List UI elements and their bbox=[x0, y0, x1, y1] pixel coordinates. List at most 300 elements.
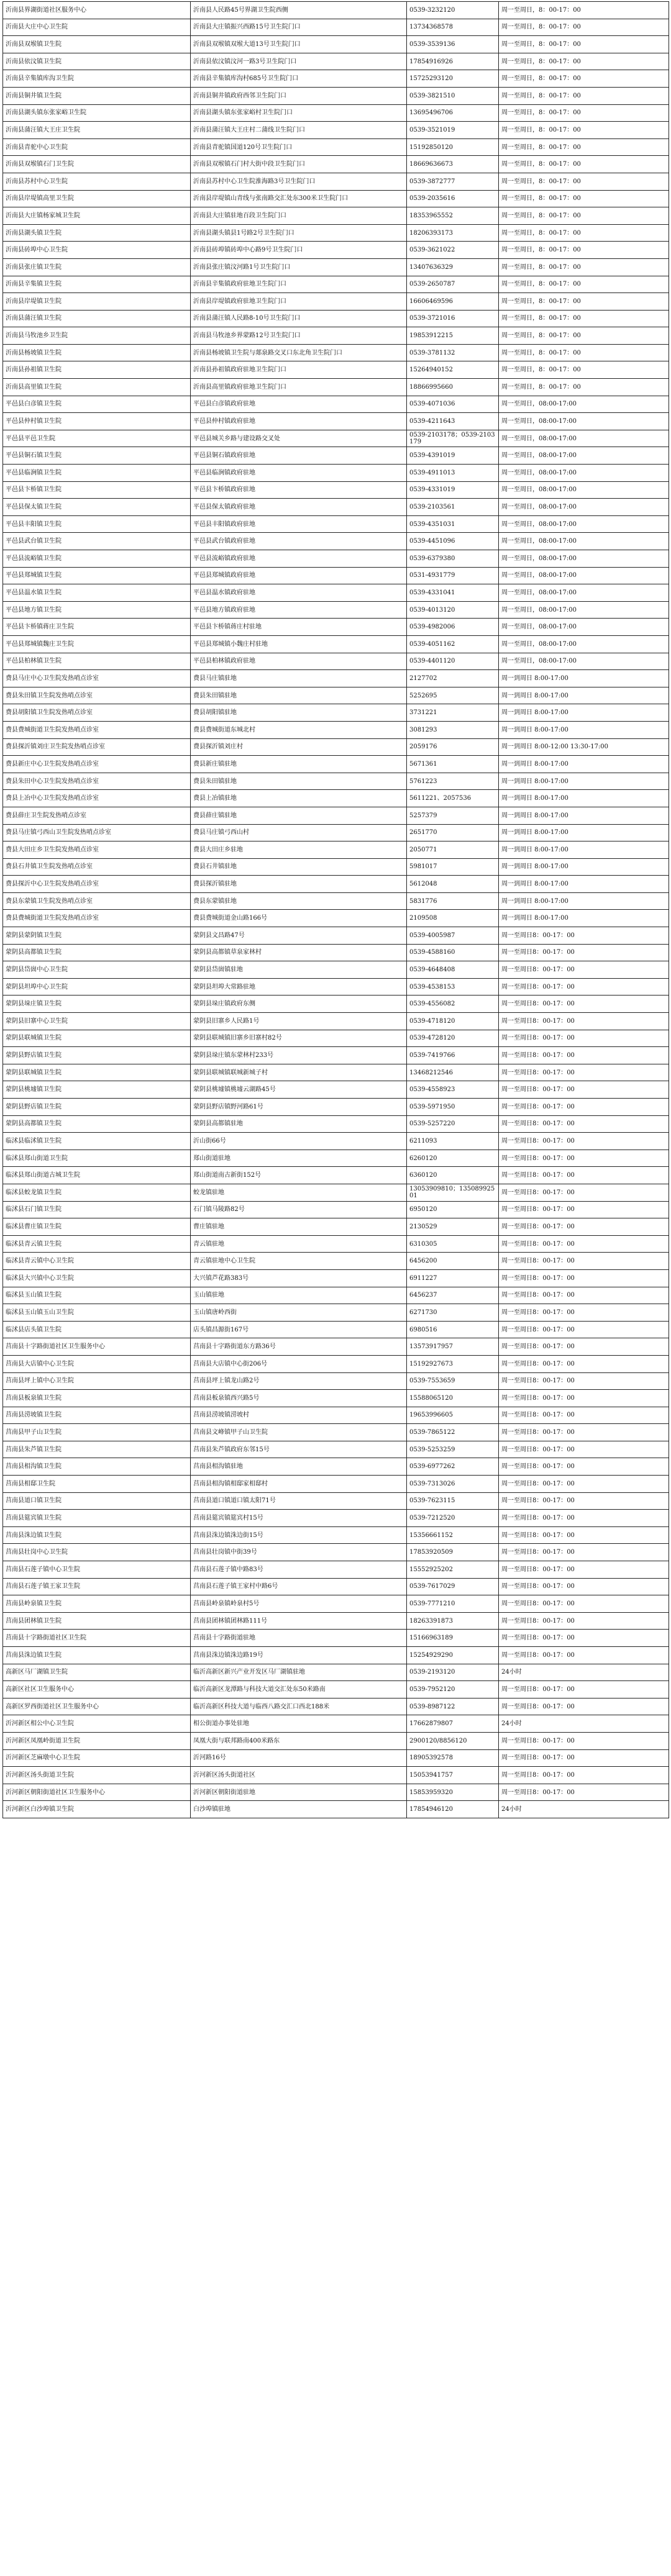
clinic-name-cell: 莒南县石莲子镇中心卫生院 bbox=[3, 1561, 191, 1579]
clinic-hours-cell: 周一至周日，8：00-17：00 bbox=[499, 156, 669, 173]
clinic-table-body bbox=[3, 2, 669, 1818]
table-row bbox=[3, 104, 669, 122]
clinic-phone-cell: 0539-4013120 bbox=[407, 601, 499, 619]
clinic-phone-cell: 5612048 bbox=[407, 876, 499, 893]
clinic-name-cell: 临沭县店头镇卫生院 bbox=[3, 1321, 191, 1338]
clinic-phone-cell: 0539-4351031 bbox=[407, 515, 499, 533]
clinic-name-cell: 沂南县孙祖镇卫生院 bbox=[3, 361, 191, 379]
clinic-address-cell: 白沙埠镇驻地 bbox=[191, 1801, 407, 1818]
table-row bbox=[3, 327, 669, 345]
clinic-phone-cell: 18669636673 bbox=[407, 156, 499, 173]
clinic-phone-cell: 3081293 bbox=[407, 721, 499, 738]
table-row bbox=[3, 635, 669, 653]
clinic-address-cell: 沂南县依汶镇汶河一路3号卫生院门口 bbox=[191, 53, 407, 70]
clinic-name-cell: 沂南县高里镇卫生院 bbox=[3, 379, 191, 396]
table-row bbox=[3, 1784, 669, 1801]
clinic-address-cell: 费县朱田镇驻地 bbox=[191, 687, 407, 704]
clinic-address-cell: 沂南县砖埠镇砖埠中心路9号卫生院门口 bbox=[191, 242, 407, 259]
clinic-hours-cell: 周一至周日8：00-17：00 bbox=[499, 1390, 669, 1407]
table-row bbox=[3, 824, 669, 841]
clinic-name-cell: 费县马庄中心卫生院发热哨点诊室 bbox=[3, 670, 191, 687]
clinic-phone-cell: 0539-6977262 bbox=[407, 1458, 499, 1476]
table-row bbox=[3, 430, 669, 447]
clinic-address-cell: 玉山镇唐岭西街 bbox=[191, 1304, 407, 1322]
clinic-name-cell: 沂河新区芝麻墩中心卫生院 bbox=[3, 1749, 191, 1767]
clinic-name-cell: 沂南县苏村中心卫生院 bbox=[3, 173, 191, 190]
clinic-hours-cell: 周一至周日8：00-17：00 bbox=[499, 1526, 669, 1544]
table-row bbox=[3, 379, 669, 396]
clinic-phone-cell: 6211093 bbox=[407, 1133, 499, 1150]
clinic-phone-cell: 5611221、2057536 bbox=[407, 790, 499, 807]
clinic-name-cell: 平邑县临涧镇卫生院 bbox=[3, 465, 191, 482]
clinic-name-cell: 平邑县郑城镇卫生院 bbox=[3, 567, 191, 584]
clinic-hours-cell: 周一至周日8：00-17：00 bbox=[499, 1407, 669, 1424]
table-row bbox=[3, 499, 669, 516]
clinic-hours-cell: 周一至周日8：00-17：00 bbox=[499, 1355, 669, 1372]
table-row bbox=[3, 1269, 669, 1287]
clinic-name-cell: 临沭县临沭镇卫生院 bbox=[3, 1133, 191, 1150]
clinic-phone-cell: 0539-7623115 bbox=[407, 1492, 499, 1510]
table-row bbox=[3, 687, 669, 704]
table-row bbox=[3, 790, 669, 807]
clinic-hours-cell: 周一至周日，08:00-17:00 bbox=[499, 430, 669, 447]
clinic-name-cell: 莒南县涝坡镇卫生院 bbox=[3, 1407, 191, 1424]
clinic-hours-cell: 周一至周日8：00-17：00 bbox=[499, 1064, 669, 1081]
clinic-address-cell: 凤凰大街与联邦路南400米路东 bbox=[191, 1732, 407, 1749]
clinic-address-cell: 莒南县石莲子镇王家村中路6号 bbox=[191, 1578, 407, 1595]
table-row bbox=[3, 601, 669, 619]
table-row bbox=[3, 1492, 669, 1510]
clinic-address-cell: 蒙阴县文昌路47号 bbox=[191, 927, 407, 945]
table-row bbox=[3, 550, 669, 568]
clinic-hours-cell: 周一到周日 8:00-12:00 13:30-17:00 bbox=[499, 738, 669, 756]
clinic-address-cell: 平邑县白彦镇政府驻地 bbox=[191, 396, 407, 413]
clinic-address-cell: 沂南县马牧池乡界蒙路12号卫生院门口 bbox=[191, 327, 407, 345]
clinic-name-cell: 沂南县马牧池乡卫生院 bbox=[3, 327, 191, 345]
table-row bbox=[3, 910, 669, 927]
clinic-name-cell: 莒南县洙边镇卫生院 bbox=[3, 1647, 191, 1664]
clinic-name-cell: 莒南县团林镇卫生院 bbox=[3, 1612, 191, 1630]
clinic-hours-cell: 周一至周日8：00-17：00 bbox=[499, 1047, 669, 1064]
clinic-name-cell: 莒南县壮岗中心卫生院 bbox=[3, 1544, 191, 1561]
clinic-phone-cell: 6950120 bbox=[407, 1201, 499, 1218]
clinic-phone-cell: 0539-4911013 bbox=[407, 465, 499, 482]
clinic-name-cell: 沂南县依汶镇卫生院 bbox=[3, 53, 191, 70]
clinic-phone-cell: 0539-6379380 bbox=[407, 550, 499, 568]
clinic-address-cell: 蒙阴县联城镇旧寨乡旧寨村82号 bbox=[191, 1030, 407, 1047]
table-row bbox=[3, 276, 669, 293]
clinic-hours-cell: 周一至周日，8：00-17：00 bbox=[499, 70, 669, 88]
clinic-hours-cell: 周一至周日8：00-17：00 bbox=[499, 1630, 669, 1647]
clinic-name-cell: 临沭县大兴镇中心卫生院 bbox=[3, 1269, 191, 1287]
table-row bbox=[3, 1235, 669, 1253]
clinic-name-cell: 蒙阴县高都镇卫生院 bbox=[3, 1115, 191, 1133]
clinic-hours-cell: 周一至周日8：00-17：00 bbox=[499, 1287, 669, 1304]
clinic-name-cell: 蒙阴县野店镇卫生院 bbox=[3, 1047, 191, 1064]
clinic-hours-cell: 周一至周日，8：00-17：00 bbox=[499, 207, 669, 225]
clinic-hours-cell: 周一至周日8：00-17：00 bbox=[499, 1561, 669, 1579]
clinic-phone-cell: 0539-4718120 bbox=[407, 1013, 499, 1030]
clinic-address-cell: 莒南县团林镇团林路111号 bbox=[191, 1612, 407, 1630]
clinic-address-cell: 沂南县辛集镇库沟村685号卫生院门口 bbox=[191, 70, 407, 88]
clinic-hours-cell: 周一到周日 8:00-17:00 bbox=[499, 824, 669, 841]
clinic-address-cell: 蛟龙镇驻地 bbox=[191, 1184, 407, 1201]
clinic-name-cell: 平邑县铜石镇卫生院 bbox=[3, 447, 191, 465]
clinic-name-cell: 莒南县石莲子镇王家卫生院 bbox=[3, 1578, 191, 1595]
clinic-phone-cell: 0539-7771210 bbox=[407, 1595, 499, 1613]
table-row bbox=[3, 413, 669, 430]
table-row bbox=[3, 1510, 669, 1527]
table-row bbox=[3, 156, 669, 173]
clinic-hours-cell: 周一至周日，08:00-17:00 bbox=[499, 584, 669, 602]
clinic-phone-cell: 17662879807 bbox=[407, 1715, 499, 1733]
clinic-name-cell: 平邑县地方镇卫生院 bbox=[3, 601, 191, 619]
clinic-name-cell: 费县东蒙镇卫生院发热哨点诊室 bbox=[3, 892, 191, 910]
clinic-phone-cell: 3731221 bbox=[407, 704, 499, 722]
clinic-hours-cell: 周一至周日8：00-17：00 bbox=[499, 1784, 669, 1801]
clinic-address-cell: 费县上冶镇驻地 bbox=[191, 790, 407, 807]
clinic-name-cell: 沂南县青驼中心卫生院 bbox=[3, 138, 191, 156]
clinic-name-cell: 高新区罗西街道社区卫生服务中心 bbox=[3, 1698, 191, 1715]
clinic-name-cell: 临沭县石门镇卫生院 bbox=[3, 1201, 191, 1218]
table-row bbox=[3, 173, 669, 190]
clinic-hours-cell: 周一至周日8：00-17：00 bbox=[499, 1424, 669, 1441]
clinic-hours-cell: 周一到周日 8:00-17:00 bbox=[499, 721, 669, 738]
clinic-name-cell: 沂南县湖头镇东张家峪卫生院 bbox=[3, 104, 191, 122]
clinic-name-cell: 沂南县大庄中心卫生院 bbox=[3, 19, 191, 36]
clinic-name-cell: 费县费城街道卫生院发热哨点诊室 bbox=[3, 910, 191, 927]
clinic-hours-cell: 周一至周日8：00-17：00 bbox=[499, 1372, 669, 1390]
table-row bbox=[3, 858, 669, 876]
clinic-name-cell: 沂南县湖头镇卫生院 bbox=[3, 224, 191, 242]
clinic-hours-cell: 周一至周日，8：00-17：00 bbox=[499, 293, 669, 311]
table-row bbox=[3, 1321, 669, 1338]
table-row bbox=[3, 892, 669, 910]
clinic-phone-cell: 0539-4331041 bbox=[407, 584, 499, 602]
clinic-address-cell: 沂南县人民路45号界湖卫生院西侧 bbox=[191, 2, 407, 19]
clinic-hours-cell: 周一至周日，08:00-17:00 bbox=[499, 601, 669, 619]
clinic-address-cell: 费县费城街道东城北村 bbox=[191, 721, 407, 738]
clinic-name-cell: 临沭县青云镇中心卫生院 bbox=[3, 1253, 191, 1270]
clinic-hours-cell: 周一至周日8：00-17：00 bbox=[499, 1150, 669, 1167]
table-row bbox=[3, 1561, 669, 1579]
clinic-phone-cell: 0539-7617029 bbox=[407, 1578, 499, 1595]
table-row bbox=[3, 1681, 669, 1698]
clinic-address-cell: 费县探沂镇刘庄村 bbox=[191, 738, 407, 756]
clinic-name-cell: 沂南县铜井镇卫生院 bbox=[3, 87, 191, 104]
clinic-address-cell: 蒙阴县岱崮镇驻地 bbox=[191, 961, 407, 979]
clinic-phone-cell: 2130529 bbox=[407, 1218, 499, 1236]
clinic-name-cell: 费县大田庄乡卫生院发热哨点诊室 bbox=[3, 841, 191, 859]
clinic-phone-cell: 0539-3539136 bbox=[407, 36, 499, 53]
clinic-phone-cell: 0539-2193120 bbox=[407, 1664, 499, 1681]
clinic-hours-cell: 周一到周日 8:00-17:00 bbox=[499, 807, 669, 824]
clinic-name-cell: 平邑县卞桥镇蒋庄卫生院 bbox=[3, 619, 191, 636]
table-row bbox=[3, 533, 669, 550]
clinic-phone-cell: 15356661152 bbox=[407, 1526, 499, 1544]
clinic-address-cell: 莒南县大店镇中心街206号 bbox=[191, 1355, 407, 1372]
clinic-name-cell: 沂南县岸堤镇卫生院 bbox=[3, 293, 191, 311]
clinic-address-cell: 郑山街道驻地 bbox=[191, 1150, 407, 1167]
clinic-hours-cell: 周一至周日，8：00-17：00 bbox=[499, 190, 669, 207]
clinic-name-cell: 莒南县岭泉镇卫生院 bbox=[3, 1595, 191, 1613]
clinic-address-cell: 蒙阴县旧寨乡人民路1号 bbox=[191, 1013, 407, 1030]
clinic-hours-cell: 周一至周日8：00-17：00 bbox=[499, 1681, 669, 1698]
clinic-phone-cell: 2109508 bbox=[407, 910, 499, 927]
clinic-phone-cell: 0539-4005987 bbox=[407, 927, 499, 945]
clinic-hours-cell: 周一至周日，8：00-17：00 bbox=[499, 310, 669, 327]
clinic-phone-cell: 6310305 bbox=[407, 1235, 499, 1253]
clinic-phone-cell: 13053909810；13508992501 bbox=[407, 1184, 499, 1201]
table-row bbox=[3, 258, 669, 276]
clinic-address-cell: 费县大田庄乡驻地 bbox=[191, 841, 407, 859]
table-row bbox=[3, 87, 669, 104]
clinic-phone-cell: 0539-2035616 bbox=[407, 190, 499, 207]
clinic-phone-cell: 19853912215 bbox=[407, 327, 499, 345]
clinic-name-cell: 高新区社区卫生服务中心 bbox=[3, 1681, 191, 1698]
clinic-hours-cell: 周一至周日8：00-17：00 bbox=[499, 1099, 669, 1116]
clinic-hours-cell: 周一至周日8：00-17：00 bbox=[499, 944, 669, 961]
clinic-phone-cell: 0539-4728120 bbox=[407, 1030, 499, 1047]
clinic-hours-cell: 周一至周日8：00-17：00 bbox=[499, 927, 669, 945]
table-row bbox=[3, 1133, 669, 1150]
clinic-phone-cell: 0539-7952120 bbox=[407, 1681, 499, 1698]
clinic-address-cell: 莒南县岭泉镇岭泉村5号 bbox=[191, 1595, 407, 1613]
clinic-phone-cell: 13734368578 bbox=[407, 19, 499, 36]
clinic-address-cell: 费县胡阳镇驻地 bbox=[191, 704, 407, 722]
table-row bbox=[3, 1372, 669, 1390]
clinic-hours-cell: 周一至周日8：00-17：00 bbox=[499, 1235, 669, 1253]
clinic-hours-cell: 周一至周日8：00-17：00 bbox=[499, 1304, 669, 1322]
clinic-address-cell: 莒南县道口镇道口镇太阳71号 bbox=[191, 1492, 407, 1510]
clinic-name-cell: 沂南县岸堤镇高里卫生院 bbox=[3, 190, 191, 207]
clinic-address-cell: 费县马庄镇驻地 bbox=[191, 670, 407, 687]
table-row bbox=[3, 841, 669, 859]
clinic-phone-cell: 0539-3232120 bbox=[407, 2, 499, 19]
clinic-phone-cell: 2059176 bbox=[407, 738, 499, 756]
clinic-phone-cell: 0539-4331019 bbox=[407, 481, 499, 499]
clinic-name-cell: 蒙阴县蒙阴镇卫生院 bbox=[3, 927, 191, 945]
clinic-name-cell: 莒南县洙边镇卫生院 bbox=[3, 1526, 191, 1544]
clinic-hours-cell: 周一至周日8：00-17：00 bbox=[499, 1253, 669, 1270]
clinic-hours-cell: 周一至周日，8：00-17：00 bbox=[499, 327, 669, 345]
clinic-address-cell: 沂南县蒲汪镇人民路8-10号卫生院门口 bbox=[191, 310, 407, 327]
clinic-phone-cell: 0539-4451096 bbox=[407, 533, 499, 550]
clinic-address-cell: 沂南县大庄镇振兴西路15号卫生院门口 bbox=[191, 19, 407, 36]
clinic-hours-cell: 周一至周日，08:00-17:00 bbox=[499, 550, 669, 568]
clinic-hours-cell: 周一至周日8：00-17：00 bbox=[499, 995, 669, 1013]
clinic-phone-cell: 2127702 bbox=[407, 670, 499, 687]
clinic-address-cell: 费县费城街道金山路166号 bbox=[191, 910, 407, 927]
clinic-address-cell: 平邑县郑城镇政府驻地 bbox=[191, 567, 407, 584]
clinic-hours-cell: 周一至周日，8：00-17：00 bbox=[499, 361, 669, 379]
table-row bbox=[3, 1047, 669, 1064]
clinic-name-cell: 临沭县郑山街道卫生院 bbox=[3, 1150, 191, 1167]
clinic-phone-cell: 15166963189 bbox=[407, 1630, 499, 1647]
table-row bbox=[3, 310, 669, 327]
clinic-phone-cell: 6911227 bbox=[407, 1269, 499, 1287]
table-row bbox=[3, 807, 669, 824]
table-row bbox=[3, 1115, 669, 1133]
clinic-name-cell: 沂南县蒲汪镇大王庄卫生院 bbox=[3, 122, 191, 139]
clinic-phone-cell: 18905392578 bbox=[407, 1749, 499, 1767]
clinic-hours-cell: 周一至周日8：00-17：00 bbox=[499, 1013, 669, 1030]
clinic-name-cell: 沂南县双堠镇石门卫生院 bbox=[3, 156, 191, 173]
clinic-address-cell: 蒙阴县坦埠大常路驻地 bbox=[191, 978, 407, 995]
clinic-hours-cell: 周一至周日8：00-17：00 bbox=[499, 1081, 669, 1099]
clinic-hours-cell: 周一至周日，8：00-17：00 bbox=[499, 87, 669, 104]
clinic-address-cell: 沂河路16号 bbox=[191, 1749, 407, 1767]
clinic-hours-cell: 周一至周日，8：00-17：00 bbox=[499, 36, 669, 53]
clinic-address-cell: 费县薛庄镇驻地 bbox=[191, 807, 407, 824]
clinic-name-cell: 莒南县朱芦镇卫生院 bbox=[3, 1441, 191, 1458]
table-row bbox=[3, 1698, 669, 1715]
clinic-address-cell: 莒南县十字路街道驻地 bbox=[191, 1630, 407, 1647]
table-row bbox=[3, 1030, 669, 1047]
clinic-phone-cell: 15192927673 bbox=[407, 1355, 499, 1372]
clinic-hours-cell: 周一至周日，08:00-17:00 bbox=[499, 635, 669, 653]
clinic-name-cell: 莒南县大店镇中心卫生院 bbox=[3, 1355, 191, 1372]
clinic-phone-cell: 6260120 bbox=[407, 1150, 499, 1167]
clinic-phone-cell: 0539-4391019 bbox=[407, 447, 499, 465]
clinic-hours-cell: 周一至周日8：00-17：00 bbox=[499, 1647, 669, 1664]
clinic-hours-cell: 周一至周日，08:00-17:00 bbox=[499, 653, 669, 670]
clinic-phone-cell: 0539-4071036 bbox=[407, 396, 499, 413]
clinic-address-cell: 沂南县张庄镇汶河路1号卫生院门口 bbox=[191, 258, 407, 276]
clinic-phone-cell: 0539-3821510 bbox=[407, 87, 499, 104]
clinic-name-cell: 平邑县武台镇卫生院 bbox=[3, 533, 191, 550]
clinic-address-cell: 平邑县城关乡路与建设路交叉处 bbox=[191, 430, 407, 447]
clinic-address-cell: 平邑县郑城镇小魏庄村驻地 bbox=[191, 635, 407, 653]
clinic-phone-cell: 0539-4401120 bbox=[407, 653, 499, 670]
clinic-address-cell: 平邑县卞桥镇蒋庄村驻地 bbox=[191, 619, 407, 636]
table-row bbox=[3, 70, 669, 88]
clinic-address-cell: 沂河新区朝阳街道驻地 bbox=[191, 1784, 407, 1801]
clinic-address-cell: 莒南县壮岗镇中街39号 bbox=[191, 1544, 407, 1561]
clinic-address-cell: 莒南县朱芦镇政府东邻15号 bbox=[191, 1441, 407, 1458]
clinic-hours-cell: 周一至周日8：00-17：00 bbox=[499, 1698, 669, 1715]
table-row bbox=[3, 1167, 669, 1184]
clinic-hours-cell: 周一到周日 8:00-17:00 bbox=[499, 892, 669, 910]
clinic-address-cell: 莒南县文峰镇甲子山卫生院 bbox=[191, 1424, 407, 1441]
table-row bbox=[3, 738, 669, 756]
clinic-hours-cell: 24小时 bbox=[499, 1801, 669, 1818]
clinic-phone-cell: 0539-4538153 bbox=[407, 978, 499, 995]
clinic-phone-cell: 5671361 bbox=[407, 756, 499, 773]
clinic-hours-cell: 周一到周日 8:00-17:00 bbox=[499, 756, 669, 773]
clinic-hours-cell: 周一至周日，8：00-17：00 bbox=[499, 19, 669, 36]
clinic-address-cell: 莒南县坪上镇龙山路2号 bbox=[191, 1372, 407, 1390]
clinic-address-cell: 沂南县岸堤镇山青线与张南路交汇处东300米卫生院门口 bbox=[191, 190, 407, 207]
clinic-name-cell: 沂南县界湖街道社区服务中心 bbox=[3, 2, 191, 19]
clinic-phone-cell: 17853920509 bbox=[407, 1544, 499, 1561]
clinic-address-cell: 平邑县流峪镇政府驻地 bbox=[191, 550, 407, 568]
clinic-hours-cell: 周一至周日8：00-17：00 bbox=[499, 1201, 669, 1218]
clinic-phone-cell: 0539-5971950 bbox=[407, 1099, 499, 1116]
clinic-hours-cell: 周一至周日8：00-17：00 bbox=[499, 1458, 669, 1476]
clinic-name-cell: 高新区马厂湖镇卫生院 bbox=[3, 1664, 191, 1681]
clinic-name-cell: 临沭县玉山镇玉山卫生院 bbox=[3, 1304, 191, 1322]
clinic-phone-cell: 0539-2650787 bbox=[407, 276, 499, 293]
table-row bbox=[3, 653, 669, 670]
clinic-hours-cell: 周一到周日 8:00-17:00 bbox=[499, 841, 669, 859]
clinic-name-cell: 蒙阴县桃墟镇卫生院 bbox=[3, 1081, 191, 1099]
clinic-name-cell: 沂南县张庄镇卫生院 bbox=[3, 258, 191, 276]
clinic-address-cell: 平邑县温水镇政府驻地 bbox=[191, 584, 407, 602]
clinic-hours-cell: 周一至周日8：00-17：00 bbox=[499, 1595, 669, 1613]
clinic-hours-cell: 周一至周日，8：00-17：00 bbox=[499, 104, 669, 122]
table-row bbox=[3, 1544, 669, 1561]
clinic-name-cell: 沂河新区凤凰岭街道卫生院 bbox=[3, 1732, 191, 1749]
clinic-address-cell: 沂南县大庄镇驻地百段卫生院门口 bbox=[191, 207, 407, 225]
table-row bbox=[3, 876, 669, 893]
clinic-phone-cell: 0539-4588160 bbox=[407, 944, 499, 961]
table-row bbox=[3, 36, 669, 53]
clinic-name-cell: 费县石井镇卫生院发热哨点诊室 bbox=[3, 858, 191, 876]
clinic-phone-cell: 2900120/8856120 bbox=[407, 1732, 499, 1749]
clinic-name-cell: 莒南县相沟镇卫生院 bbox=[3, 1458, 191, 1476]
clinic-hours-cell: 周一至周日8：00-17：00 bbox=[499, 1167, 669, 1184]
clinic-hours-cell: 周一至周日8：00-17：00 bbox=[499, 1578, 669, 1595]
clinic-name-cell: 蒙阴县联城镇卫生院 bbox=[3, 1064, 191, 1081]
table-row bbox=[3, 1441, 669, 1458]
clinic-name-cell: 莒南县道口镇卫生院 bbox=[3, 1492, 191, 1510]
table-row bbox=[3, 1664, 669, 1681]
clinic-phone-cell: 0539-7865122 bbox=[407, 1424, 499, 1441]
clinic-hours-cell: 周一至周日，08:00-17:00 bbox=[499, 499, 669, 516]
clinic-address-cell: 平邑县丰阳镇政府驻地 bbox=[191, 515, 407, 533]
clinic-hours-cell: 周一至周日，8：00-17：00 bbox=[499, 258, 669, 276]
table-row bbox=[3, 19, 669, 36]
clinic-hours-cell: 周一到周日 8:00-17:00 bbox=[499, 790, 669, 807]
clinic-name-cell: 蒙阴县联城镇卫生院 bbox=[3, 1030, 191, 1047]
table-row bbox=[3, 670, 669, 687]
clinic-hours-cell: 周一至周日8：00-17：00 bbox=[499, 1184, 669, 1201]
table-row bbox=[3, 396, 669, 413]
clinic-name-cell: 莒南县相邸卫生院 bbox=[3, 1476, 191, 1493]
clinic-address-cell: 费县东蒙镇驻地 bbox=[191, 892, 407, 910]
table-row bbox=[3, 1749, 669, 1767]
table-row bbox=[3, 1355, 669, 1372]
clinic-name-cell: 临沭县玉山镇卫生院 bbox=[3, 1287, 191, 1304]
clinic-address-cell: 莒南县石莲子镇中路83号 bbox=[191, 1561, 407, 1579]
clinic-name-cell: 沂南县砖埠中心卫生院 bbox=[3, 242, 191, 259]
clinic-address-cell: 沂南县高里镇政府驻地卫生院门口 bbox=[191, 379, 407, 396]
clinic-name-cell: 蒙阴县坦埠中心卫生院 bbox=[3, 978, 191, 995]
clinic-hours-cell: 周一至周日，08:00-17:00 bbox=[499, 533, 669, 550]
clinic-name-cell: 临沭县青云镇卫生院 bbox=[3, 1235, 191, 1253]
clinic-name-cell: 莒南县筵宾镇卫生院 bbox=[3, 1510, 191, 1527]
table-row bbox=[3, 1612, 669, 1630]
clinic-address-cell: 平邑县仲村镇政府驻地 bbox=[191, 413, 407, 430]
clinic-hours-cell: 周一至周日，08:00-17:00 bbox=[499, 619, 669, 636]
clinic-hours-cell: 周一至周日，08:00-17:00 bbox=[499, 465, 669, 482]
clinic-phone-cell: 0539-7212520 bbox=[407, 1510, 499, 1527]
clinic-hours-cell: 周一至周日8：00-17：00 bbox=[499, 1338, 669, 1356]
clinic-address-cell: 费县马庄镇弓西山村 bbox=[191, 824, 407, 841]
clinic-phone-cell: 0539-2103561 bbox=[407, 499, 499, 516]
clinic-phone-cell: 2050771 bbox=[407, 841, 499, 859]
table-row bbox=[3, 1458, 669, 1476]
clinic-name-cell: 平邑县柏林镇卫生院 bbox=[3, 653, 191, 670]
clinic-hours-cell: 周一至周日8：00-17：00 bbox=[499, 1321, 669, 1338]
clinic-name-cell: 平邑县白彦镇卫生院 bbox=[3, 396, 191, 413]
table-row bbox=[3, 1081, 669, 1099]
table-row bbox=[3, 242, 669, 259]
clinic-name-cell: 费县探沂镇刘庄卫生院发热哨点诊室 bbox=[3, 738, 191, 756]
clinic-address-cell: 沂南县蒲汪镇大王庄村二蒲线卫生院门口 bbox=[191, 122, 407, 139]
clinic-phone-cell: 13468212546 bbox=[407, 1064, 499, 1081]
